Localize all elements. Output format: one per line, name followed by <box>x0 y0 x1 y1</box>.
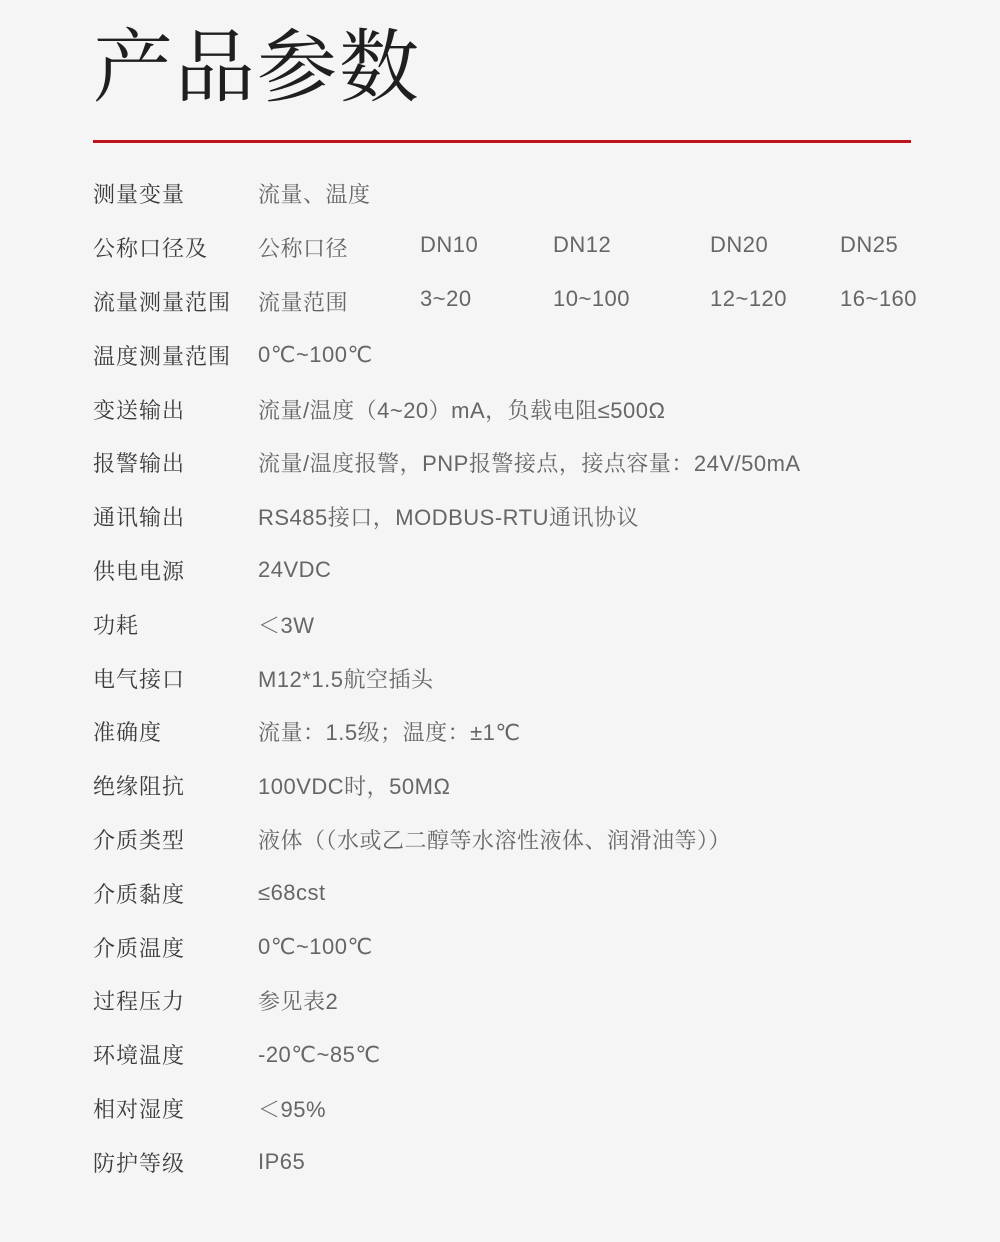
spec-value: 流量：1.5级；温度：±1℃ <box>258 720 521 746</box>
spec-value: ≤68cst <box>258 880 326 906</box>
title-divider <box>93 140 911 143</box>
spec-label: 流量测量范围 <box>93 289 232 315</box>
spec-row <box>93 544 1000 598</box>
spec-subcell: DN10 <box>420 232 479 258</box>
spec-subcell: DN25 <box>840 232 899 258</box>
spec-label: 公称口径及 <box>93 236 209 262</box>
spec-row <box>93 597 1000 651</box>
spec-value: 流量/温度（4~20）mA，负载电阻≤500Ω <box>258 397 666 423</box>
spec-value: RS485接口，MODBUS-RTU通讯协议 <box>258 505 639 531</box>
spec-table <box>93 167 1000 1189</box>
spec-subcell: 3~20 <box>420 285 472 311</box>
spec-label: 功耗 <box>93 612 140 638</box>
spec-subcell: 12~120 <box>710 285 788 311</box>
spec-label: 通讯输出 <box>93 505 186 531</box>
spec-row <box>93 382 1000 436</box>
spec-row <box>93 490 1000 544</box>
spec-value: 流量/温度报警，PNP报警接点，接点容量：24V/50mA <box>258 451 801 477</box>
spec-row <box>93 974 1000 1028</box>
spec-label: 过程压力 <box>93 989 186 1015</box>
spec-label: 测量变量 <box>93 182 186 208</box>
spec-row <box>93 1082 1000 1136</box>
spec-row <box>93 1028 1000 1082</box>
spec-label: 温度测量范围 <box>93 343 232 369</box>
spec-subcell: 公称口径 <box>258 236 349 262</box>
spec-subcell: 10~100 <box>553 285 631 311</box>
spec-value: ＜95% <box>258 1096 327 1122</box>
spec-row <box>93 759 1000 813</box>
spec-row <box>93 1135 1000 1189</box>
spec-value: M12*1.5航空插头 <box>258 666 434 692</box>
spec-label: 供电电源 <box>93 558 186 584</box>
spec-value <box>258 286 1000 317</box>
spec-row <box>93 866 1000 920</box>
spec-value: ＜3W <box>258 612 315 638</box>
spec-label: 介质黏度 <box>93 881 186 907</box>
spec-label: 电气接口 <box>93 666 186 692</box>
spec-label: 防护等级 <box>93 1150 186 1176</box>
spec-label: 绝缘阻抗 <box>93 774 186 800</box>
spec-label: 介质类型 <box>93 827 186 853</box>
spec-row <box>93 328 1000 382</box>
spec-label: 变送输出 <box>93 397 186 423</box>
spec-subcell: 16~160 <box>840 285 918 311</box>
spec-label: 准确度 <box>93 720 163 746</box>
spec-row <box>93 651 1000 705</box>
spec-row <box>93 813 1000 867</box>
spec-subcell: 流量范围 <box>258 289 349 315</box>
spec-value: 流量、温度 <box>258 182 371 208</box>
spec-value: -20℃~85℃ <box>258 1041 381 1067</box>
spec-row <box>93 705 1000 759</box>
spec-row <box>93 221 1000 275</box>
spec-value: 100VDC时，50MΩ <box>258 774 451 800</box>
spec-value: 液体（（水或乙二醇等水溶性液体、润滑油等）） <box>258 827 732 853</box>
spec-subcell: DN20 <box>710 232 769 258</box>
page-title: 产品参数 <box>93 23 421 112</box>
spec-value: 24VDC <box>258 557 332 583</box>
spec-label: 相对湿度 <box>93 1096 186 1122</box>
spec-value: 参见表2 <box>258 989 339 1015</box>
spec-label: 介质温度 <box>93 935 186 961</box>
spec-row <box>93 167 1000 221</box>
spec-value: 0℃~100℃ <box>258 934 373 960</box>
spec-subcell: DN12 <box>553 232 612 258</box>
spec-label: 报警输出 <box>93 451 186 477</box>
spec-row <box>93 436 1000 490</box>
spec-row <box>93 275 1000 329</box>
spec-row <box>93 920 1000 974</box>
spec-value: IP65 <box>258 1149 306 1175</box>
spec-label: 环境温度 <box>93 1043 186 1069</box>
spec-value <box>258 232 1000 263</box>
spec-value: 0℃~100℃ <box>258 342 373 368</box>
